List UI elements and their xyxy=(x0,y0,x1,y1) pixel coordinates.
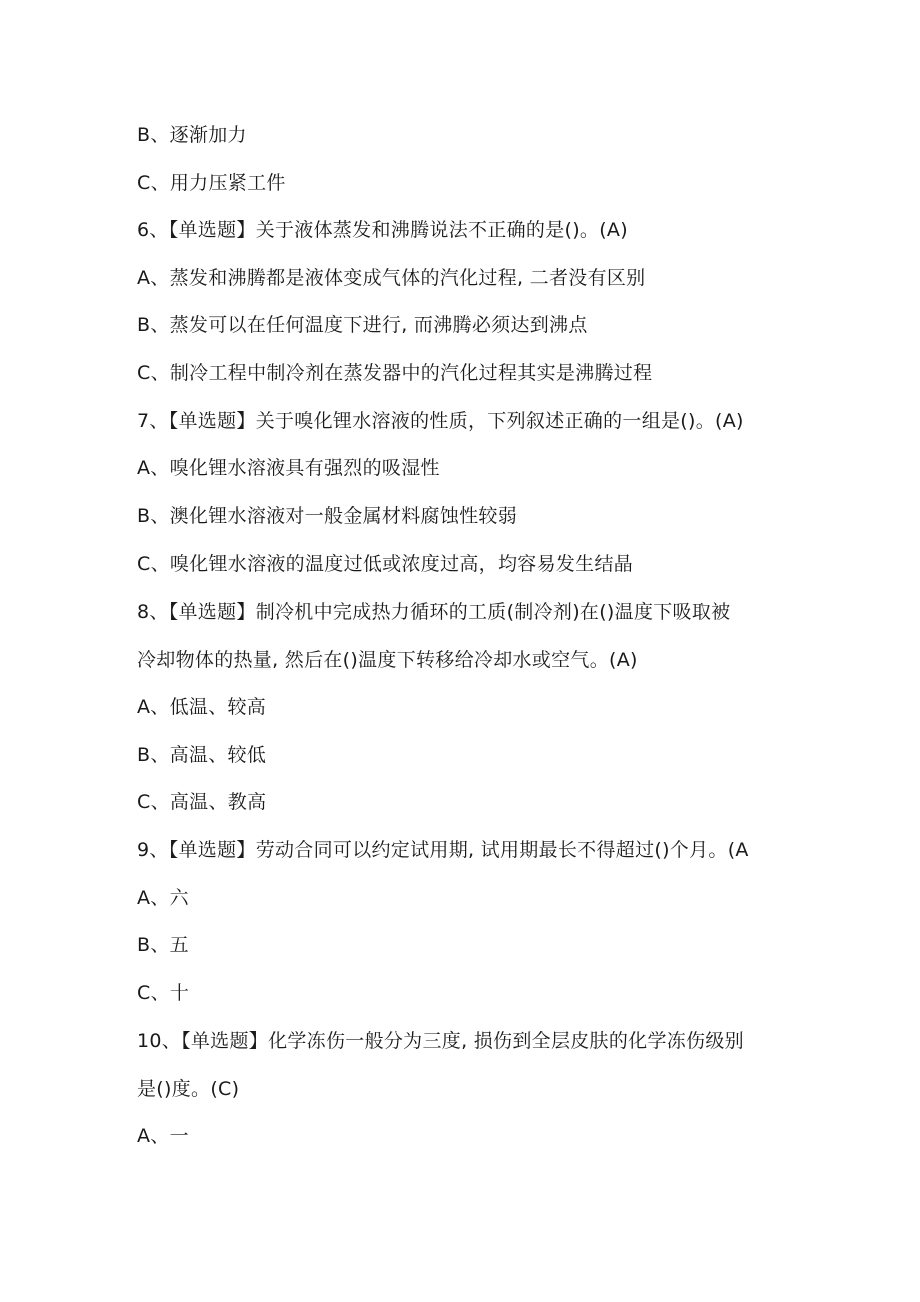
q8-option-b: B、高温、较低 xyxy=(137,744,267,766)
q5-option-c: C、用力压紧工件 xyxy=(137,172,286,194)
q7-option-c: C、嗅化锂水溶液的温度过低或浓度过高，均容易发生结晶 xyxy=(137,553,634,575)
q10-option-a: A、一 xyxy=(137,1125,189,1147)
q8-option-a: A、低温、较高 xyxy=(137,696,267,718)
q8-option-c: C、高温、教高 xyxy=(137,791,267,813)
q9-question: 9、【单选题】劳动合同可以约定试用期, 试用期最长不得超过()个月。(A xyxy=(137,839,749,861)
q6-question: 6、【单选题】关于液体蒸发和沸腾说法不正确的是()。(A) xyxy=(137,219,628,241)
q5-option-b: B、逐渐加力 xyxy=(137,124,247,146)
q7-option-a: A、嗅化锂水溶液具有强烈的吸湿性 xyxy=(137,457,440,479)
q9-option-a: A、六 xyxy=(137,887,189,909)
q7-option-b: B、澳化锂水溶液对一般金属材料腐蚀性较弱 xyxy=(137,505,518,527)
q10-question-line-2: 是()度。(C) xyxy=(137,1078,240,1100)
q8-question-line-2: 冷却物体的热量, 然后在()温度下转移给冷却水或空气。(A) xyxy=(137,649,638,671)
q6-option-b: B、蒸发可以在任何温度下进行, 而沸腾必须达到沸点 xyxy=(137,314,588,336)
q9-option-c: C、十 xyxy=(137,982,190,1004)
q6-option-a: A、蒸发和沸腾都是液体变成气体的汽化过程, 二者没有区别 xyxy=(137,267,646,289)
q6-option-c: C、制冷工程中制冷剂在蒸发器中的汽化过程其实是沸腾过程 xyxy=(137,362,653,384)
q9-option-b: B、五 xyxy=(137,934,189,956)
q7-question: 7、【单选题】关于嗅化锂水溶液的性质，下列叙述正确的一组是()。(A) xyxy=(137,410,744,432)
q8-question-line-1: 8、【单选题】制冷机中完成热力循环的工质(制冷剂)在()温度下吸取被 xyxy=(137,601,731,623)
q10-question-line-1: 10、【单选题】化学冻伤一般分为三度, 损伤到全层皮肤的化学冻伤级别 xyxy=(137,1030,744,1052)
